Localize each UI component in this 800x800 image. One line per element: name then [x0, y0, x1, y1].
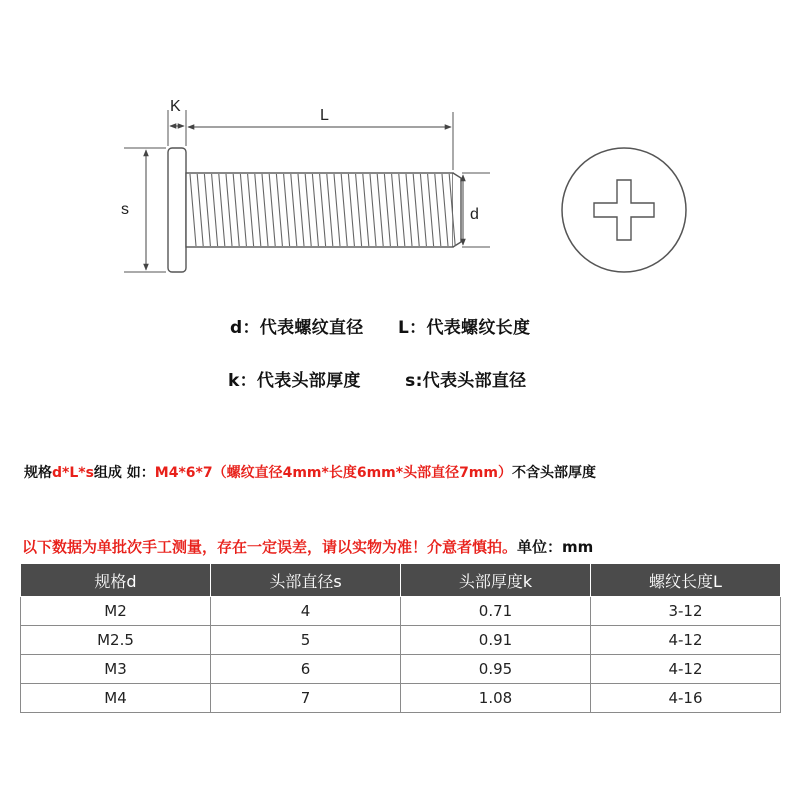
- cell-head-diameter: 4: [211, 597, 401, 626]
- cell-head-thickness: 0.91: [401, 626, 591, 655]
- measurement-notice: [22, 536, 593, 557]
- cell-spec: M3: [21, 655, 211, 684]
- spec-formula: [24, 462, 596, 482]
- notice-text: 以下数据为单批次手工测量，存在一定误差，请以实物为准！介意者慎拍。: [22, 538, 518, 556]
- cell-head-thickness: 0.71: [401, 597, 591, 626]
- unit-label: 单位：mm: [517, 538, 594, 556]
- cell-head-thickness: 0.95: [401, 655, 591, 684]
- header-head-thickness: 头部厚度k: [401, 564, 591, 597]
- screw-shank: [186, 173, 453, 247]
- screw-head-side: [168, 148, 186, 272]
- cell-thread-length: 3-12: [591, 597, 781, 626]
- table-row: [21, 684, 781, 713]
- legend-line-1: [230, 313, 530, 338]
- formula-mid: 组成 如：: [93, 465, 155, 481]
- cell-head-diameter: 6: [211, 655, 401, 684]
- cell-spec: M4: [21, 684, 211, 713]
- k-label: K: [170, 98, 181, 115]
- legend-l: L：代表螺纹长度: [398, 318, 531, 338]
- cell-head-thickness: 1.08: [401, 684, 591, 713]
- legend-s: s:代表头部直径: [405, 371, 527, 391]
- formula-code: d*L*s: [52, 465, 94, 481]
- header-head-diameter: 头部直径s: [211, 564, 401, 597]
- cell-spec: M2.5: [21, 626, 211, 655]
- cell-head-diameter: 5: [211, 626, 401, 655]
- s-label: s: [121, 201, 129, 218]
- formula-suffix: 不含头部厚度: [512, 465, 596, 481]
- formula-prefix: 规格: [24, 465, 52, 481]
- table-row: [21, 597, 781, 626]
- table-row: [21, 655, 781, 684]
- legend-d: d：代表螺纹直径: [230, 318, 364, 338]
- header-spec: 规格d: [21, 564, 211, 597]
- table-row: [21, 626, 781, 655]
- cell-thread-length: 4-12: [591, 626, 781, 655]
- l-label: L: [320, 107, 329, 124]
- cell-thread-length: 4-12: [591, 655, 781, 684]
- spec-table: [20, 563, 781, 713]
- d-label: d: [470, 206, 479, 223]
- table-header-row: [21, 564, 781, 597]
- legend-k: k：代表头部厚度: [228, 371, 361, 391]
- cell-thread-length: 4-16: [591, 684, 781, 713]
- cell-spec: M2: [21, 597, 211, 626]
- legend-line-2: [228, 366, 526, 391]
- header-thread-length: 螺纹长度L: [591, 564, 781, 597]
- cell-head-diameter: 7: [211, 684, 401, 713]
- formula-example: M4*6*7（螺纹直径4mm*长度6mm*头部直径7mm）: [154, 465, 512, 481]
